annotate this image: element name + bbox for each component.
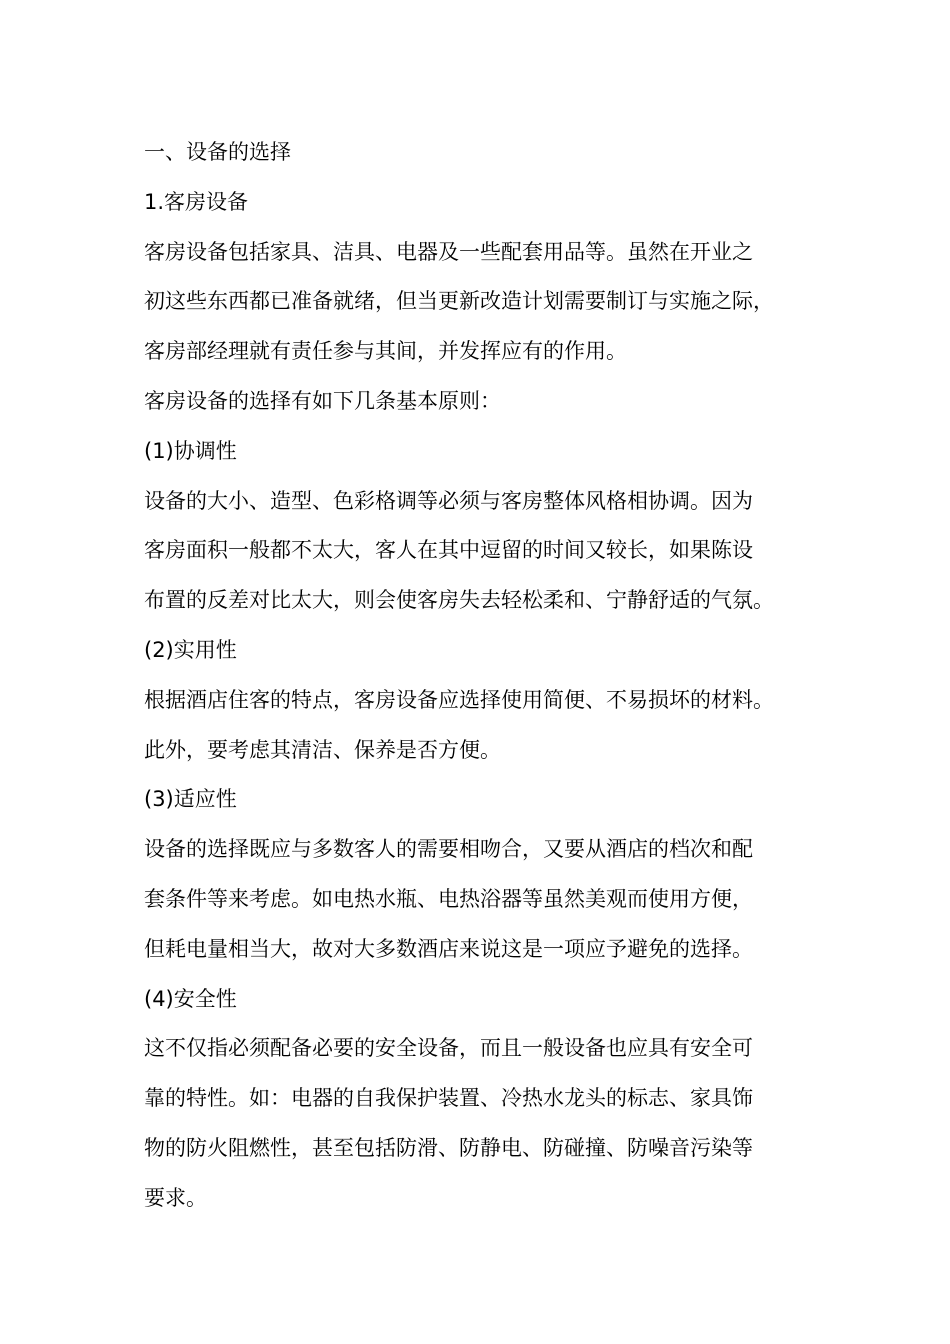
paragraph-line: 根据酒店住客的特点，客房设备应选择使用简便、不易损坏的材料。	[144, 687, 774, 712]
paragraph-line: 物的防火阻燃性，甚至包括防滑、防静电、防碰撞、防噪音污染等	[144, 1135, 753, 1160]
paragraph-line: 要求。	[144, 1185, 207, 1210]
principle-heading: (1)协调性	[144, 438, 237, 463]
subsection-heading: 1.客房设备	[144, 189, 249, 214]
paragraph-line: 客房设备的选择有如下几条基本原则：	[144, 388, 501, 413]
paragraph-line: 套条件等来考虑。如电热水瓶、电热浴器等虽然美观而使用方便，	[144, 886, 753, 911]
paragraph-line: 但耗电量相当大，故对大多数酒店来说这是一项应予避免的选择。	[144, 936, 753, 961]
paragraph-line: 客房设备包括家具、洁具、电器及一些配套用品等。虽然在开业之	[144, 239, 753, 264]
paragraph-line: 初这些东西都已准备就绪，但当更新改造计划需要制订与实施之际，	[144, 289, 774, 314]
document-body	[144, 128, 816, 1224]
paragraph-line: 靠的特性。如：电器的自我保护装置、冷热水龙头的标志、家具饰	[144, 1086, 753, 1111]
paragraph-line: 这不仅指必须配备必要的安全设备，而且一般设备也应具有安全可	[144, 1036, 753, 1061]
section-heading: 一、设备的选择	[144, 140, 291, 164]
paragraph-line: 客房面积一般都不太大，客人在其中逗留的时间又较长，如果陈设	[144, 538, 753, 563]
paragraph-line: 客房部经理就有责任参与其间，并发挥应有的作用。	[144, 339, 627, 364]
principle-heading: (3)适应性	[144, 787, 237, 812]
principle-heading: (4)安全性	[144, 986, 237, 1011]
principle-heading: (2)实用性	[144, 637, 237, 662]
paragraph-line: 此外，要考虑其清洁、保养是否方便。	[144, 737, 501, 762]
paragraph-line: 设备的选择既应与多数客人的需要相吻合，又要从酒店的档次和配	[144, 837, 753, 862]
paragraph-line: 布置的反差对比太大，则会使客房失去轻松柔和、宁静舒适的气氛。	[144, 588, 774, 613]
paragraph-line: 设备的大小、造型、色彩格调等必须与客房整体风格相协调。因为	[144, 488, 753, 513]
